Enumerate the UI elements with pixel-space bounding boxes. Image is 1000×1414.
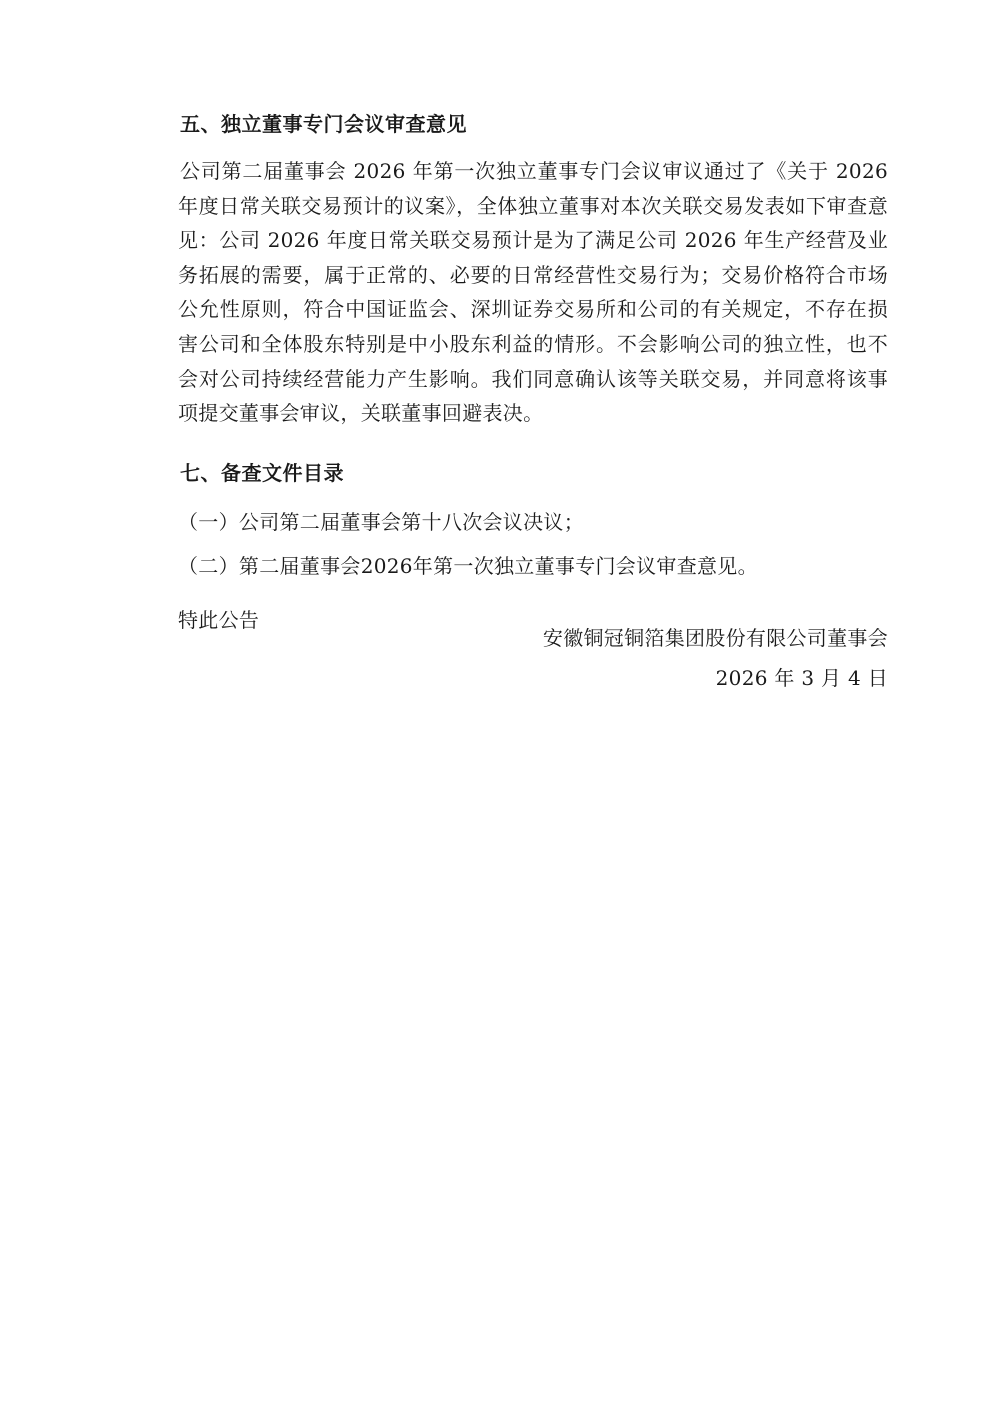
- section-heading-independent-directors-opinion: 五、独立董事专门会议审查意见: [180, 112, 467, 136]
- list-item: （二）第二届董事会2026年第一次独立董事专门会议审查意见。: [178, 553, 758, 578]
- section-body-independent-directors-opinion: [178, 154, 888, 431]
- signature-date: 2026 年 3 月 4 日: [715, 666, 888, 690]
- section-heading-reference-documents: 七、备查文件目录: [180, 460, 344, 485]
- reference-documents-list: [178, 505, 888, 583]
- list-item: （一）公司第二届董事会第十八次会议决议；: [178, 509, 584, 534]
- document-body: [178, 108, 888, 657]
- signature-company: 安徽铜冠铜箔集团股份有限公司董事会: [542, 626, 888, 650]
- opinion-paragraph: 公司第二届董事会 2026 年第一次独立董事专门会议审议通过了《关于 2026 年度日常关联交易预计的议案》，全体独立董事对本次关联交易发表如下审查意见：公司 2026 年度日常关联交易预计是为了满足公司 2026 年生产经营及业务拓展的需要，属于正常的、必要的日常经营性交易行为；交易价格符合市场公允性原则，符合中国证监会、深圳证券交易所和公司的有关规定，不存在损害公司和全体股东特别是中小股东利益的情形。不会影响公司的独立性，也不会对公司持续经营能力产生影响。我们同意确认该等关联交易，并同意将该事项提交董事会审议，关联董事回避表决。: [178, 159, 888, 426]
- signature-block: [543, 618, 888, 698]
- closing-text: 特此公告: [178, 607, 260, 632]
